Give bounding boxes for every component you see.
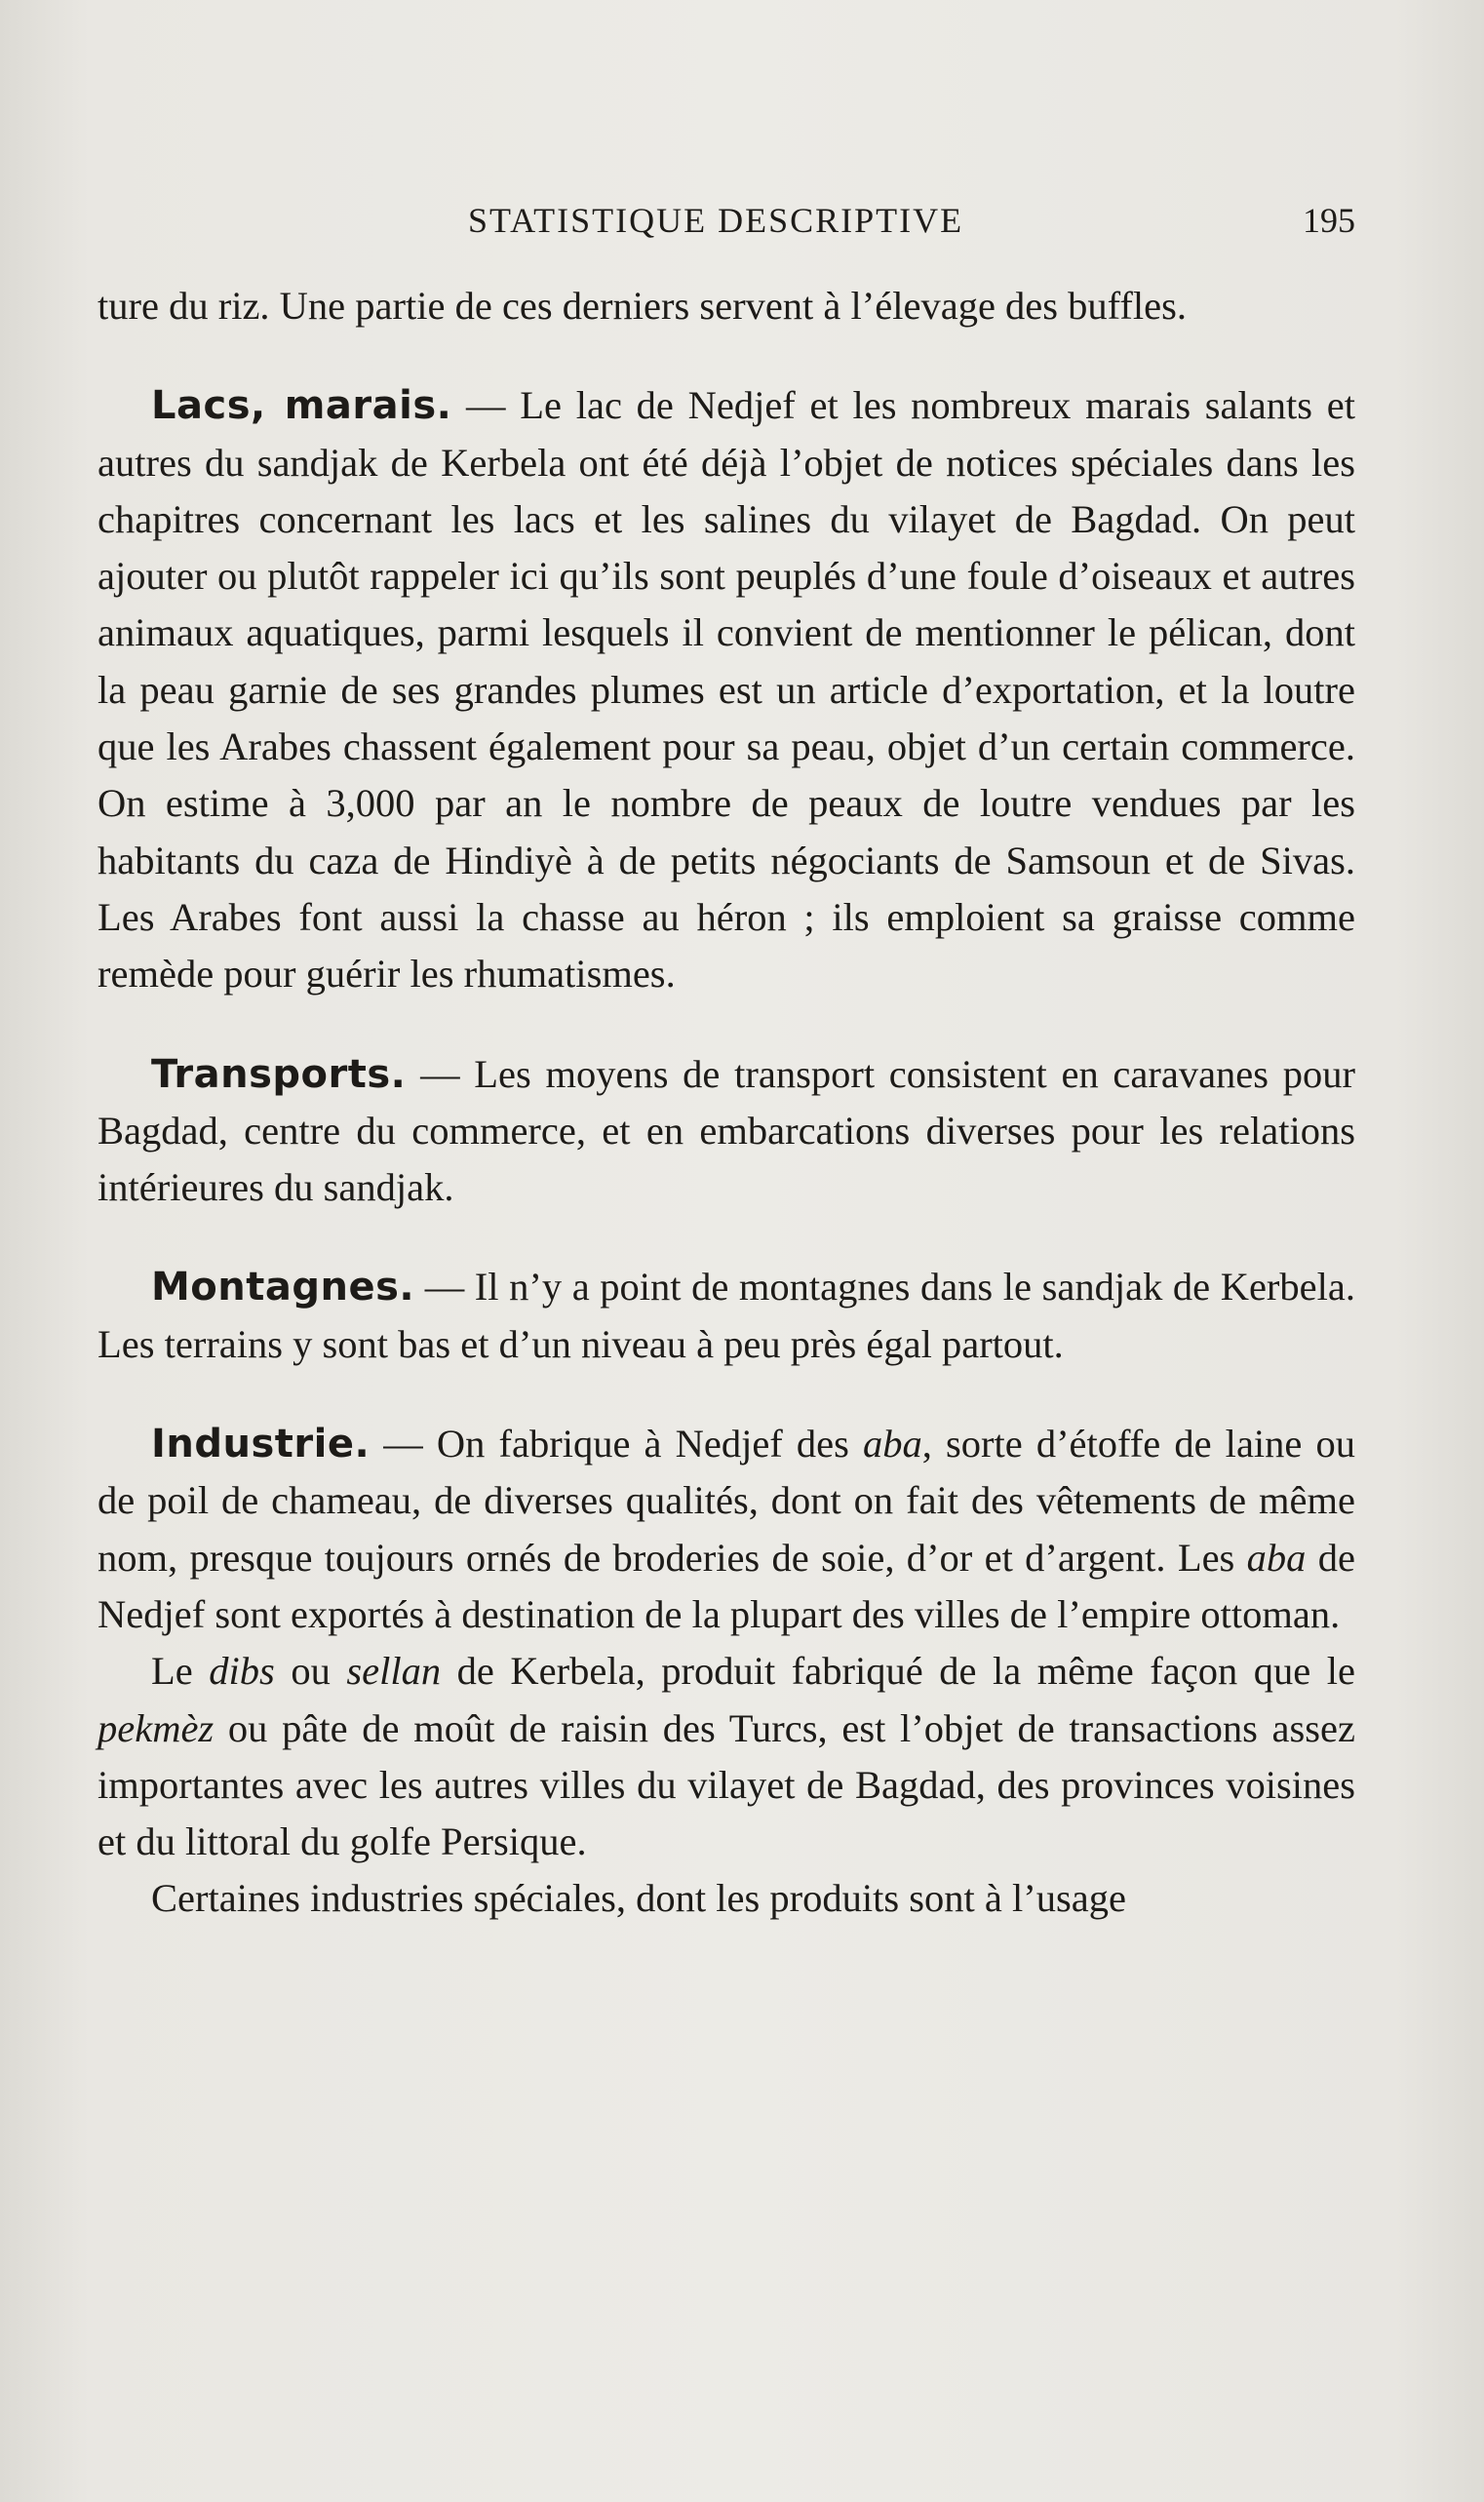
section-transports [98, 1046, 1355, 1217]
running-title: STATISTIQUE DESCRIPTIVE [468, 201, 964, 240]
italic-term: pekmèz [98, 1705, 215, 1750]
section-text: — Les moyens de transport consistent en caravanes pour Bagdad, centre du commerce, et en embarcations diverses pour les relations intérieures du sandjak. [98, 1051, 1355, 1210]
section-text: — Il n’y a point de montagnes dans le sandjak de Kerbela. Les terrains y sont bas et d’un niveau à peu près égal partout. [98, 1265, 1355, 1366]
section-text: — On fabrique à Nedjef des [370, 1422, 863, 1466]
italic-term: dibs [209, 1649, 275, 1694]
page-number: 195 [1303, 201, 1355, 240]
paragraph-continuation: ture du riz. Une partie de ces derniers servent à l’élevage des buffles. [98, 284, 1188, 328]
paragraph-last: Certaines industries spéciales, dont les produits sont à l’usage [151, 1876, 1126, 1921]
paragraph-dibs [98, 1643, 1355, 1870]
italic-term: aba [1246, 1535, 1307, 1580]
section-text: de Nedjef sont exportés à destination de la plupart des villes de l’empire ottoman. [98, 1535, 1355, 1636]
section-industrie [98, 1416, 1355, 1643]
section-lacs-marais [98, 377, 1355, 1002]
section-montagnes [98, 1259, 1355, 1373]
paragraph-text: de Kerbela, produit fabriqué de la même façon que le [441, 1649, 1356, 1694]
section-heading: Lacs, marais. [151, 383, 452, 429]
italic-term: sellan [346, 1649, 442, 1694]
section-heading: Transports. [151, 1051, 407, 1097]
paragraph-text: ou pâte de moût de raisin des Turcs, est l’objet de transactions assez importantes avec les autres villes du vilayet de Bagdad, des provinces voisines et du littoral du golfe Persique. [98, 1705, 1355, 1864]
paragraph-text: Le [151, 1649, 210, 1694]
section-text: — Le lac de Nedjef et les nombreux marais salants et autres du sandjak de Kerbela ont été déjà l’objet de notices spéciales dans les chapitres concernant les lacs et les salines du vilayet de Bagdad. On peut ajouter ou plutôt rappeler ici qu’ils sont peuplés d’une foule d’oiseaux et autres animaux aquatiques, parmi lesquels il convient de mentionner le pélican, dont la peau garnie de ses grandes plumes est un article d’exportation, et la loutre que les Arabes chassent également pour sa peau, objet d’un certain commerce. On estime à 3,000 par an le nombre de peaux de loutre vendues par les habitants du caza de Hindiyè à de petits négociants de Samsoun et de Sivas. Les Arabes font aussi la chasse au héron ; ils emploient sa graisse comme remède pour guérir les rhumatismes. [98, 383, 1355, 997]
section-heading: Montagnes. [151, 1265, 415, 1310]
paragraph-text: ou [274, 1649, 347, 1694]
page-header [98, 200, 1355, 258]
page-body [98, 278, 1355, 1928]
section-heading: Industrie. [151, 1422, 371, 1467]
italic-term: aba [863, 1422, 922, 1466]
section-text: , sorte d’étoffe de laine ou de poil de chameau, de diverses qualités, dont on fait des vêtements de même nom, presque toujours ornés de broderies de soie, d’or et d’argent. Les [98, 1422, 1355, 1580]
